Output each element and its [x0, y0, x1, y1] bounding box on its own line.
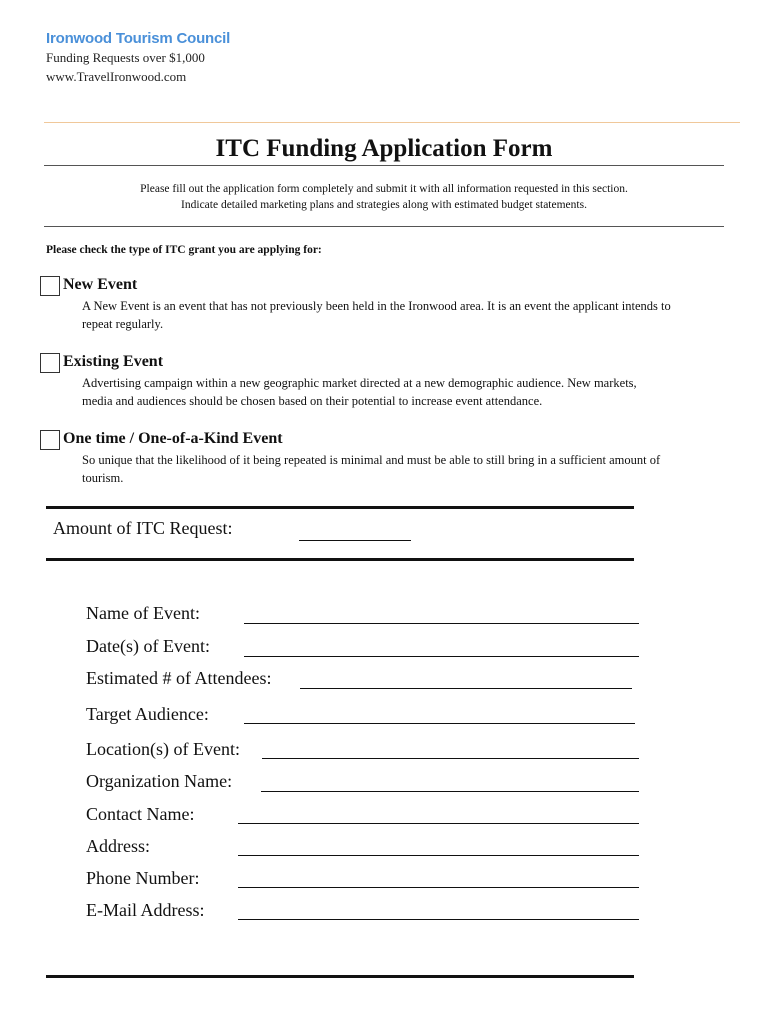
intro-line: Please fill out the application form completely and submit it with all information requested in this section. [140, 183, 628, 195]
existing-event-description [82, 374, 742, 410]
contact-name-field[interactable] [238, 823, 639, 824]
existing-event-title: Existing Event [63, 353, 164, 370]
amount-label: Amount of ITC Request: [53, 518, 233, 538]
funding-note: Funding Requests over $1,000 [46, 50, 205, 65]
description-line: A New Event is an event that has not previously been held in the Ironwood area. It is an event the applicant intends to [82, 299, 671, 313]
organization-name-label: Organization Name: [86, 771, 233, 791]
phone-number-field[interactable] [238, 887, 639, 888]
description-line: tourism. [82, 471, 124, 485]
header-divider [44, 122, 740, 123]
event-name-field[interactable] [244, 623, 639, 624]
organization-name-field[interactable] [261, 791, 639, 792]
grant-type-prompt: Please check the type of ITC grant you are applying for: [46, 244, 322, 256]
event-location-label: Location(s) of Event: [86, 739, 240, 759]
address-label: Address: [86, 836, 150, 856]
intro-divider [44, 226, 724, 227]
target-audience-label: Target Audience: [86, 704, 209, 724]
one-time-event-title: One time / One-of-a-Kind Event [63, 430, 283, 447]
form-title: ITC Funding Application Form [215, 135, 553, 162]
amount-bottom-rule [46, 558, 634, 561]
description-line: repeat regularly. [82, 317, 164, 331]
existing-event-checkbox[interactable] [40, 353, 60, 373]
contact-name-label: Contact Name: [86, 804, 195, 824]
description-line: media and audiences should be chosen based on their potential to increase event attendance. [82, 394, 543, 408]
phone-number-label: Phone Number: [86, 868, 200, 888]
website-text: www.TravelIronwood.com [46, 69, 187, 84]
intro-text [44, 181, 724, 213]
new-event-description [82, 297, 742, 333]
new-event-checkbox[interactable] [40, 276, 60, 296]
email-address-label: E-Mail Address: [86, 900, 205, 920]
amount-input-line[interactable] [299, 540, 411, 541]
email-address-field[interactable] [238, 919, 639, 920]
one-time-event-checkbox[interactable] [40, 430, 60, 450]
event-name-label: Name of Event: [86, 603, 200, 623]
attendees-field[interactable] [300, 688, 632, 689]
description-line: Advertising campaign within a new geographic market directed at a new demographic audience. New markets, [82, 376, 637, 390]
form-bottom-rule [46, 975, 634, 978]
description-line: So unique that the likelihood of it being repeated is minimal and must be able to still bring in a sufficient amount of [82, 453, 661, 467]
amount-top-rule [46, 506, 634, 509]
one-time-event-description [82, 451, 742, 487]
address-field[interactable] [238, 855, 639, 856]
event-location-field[interactable] [262, 758, 639, 759]
event-dates-field[interactable] [244, 656, 639, 657]
event-dates-label: Date(s) of Event: [86, 636, 210, 656]
title-underline [44, 165, 724, 166]
target-audience-field[interactable] [244, 723, 635, 724]
intro-line: Indicate detailed marketing plans and strategies along with estimated budget statements. [181, 199, 587, 211]
organization-name: Ironwood Tourism Council [46, 30, 231, 47]
new-event-title: New Event [63, 276, 138, 293]
attendees-label: Estimated # of Attendees: [86, 668, 272, 688]
